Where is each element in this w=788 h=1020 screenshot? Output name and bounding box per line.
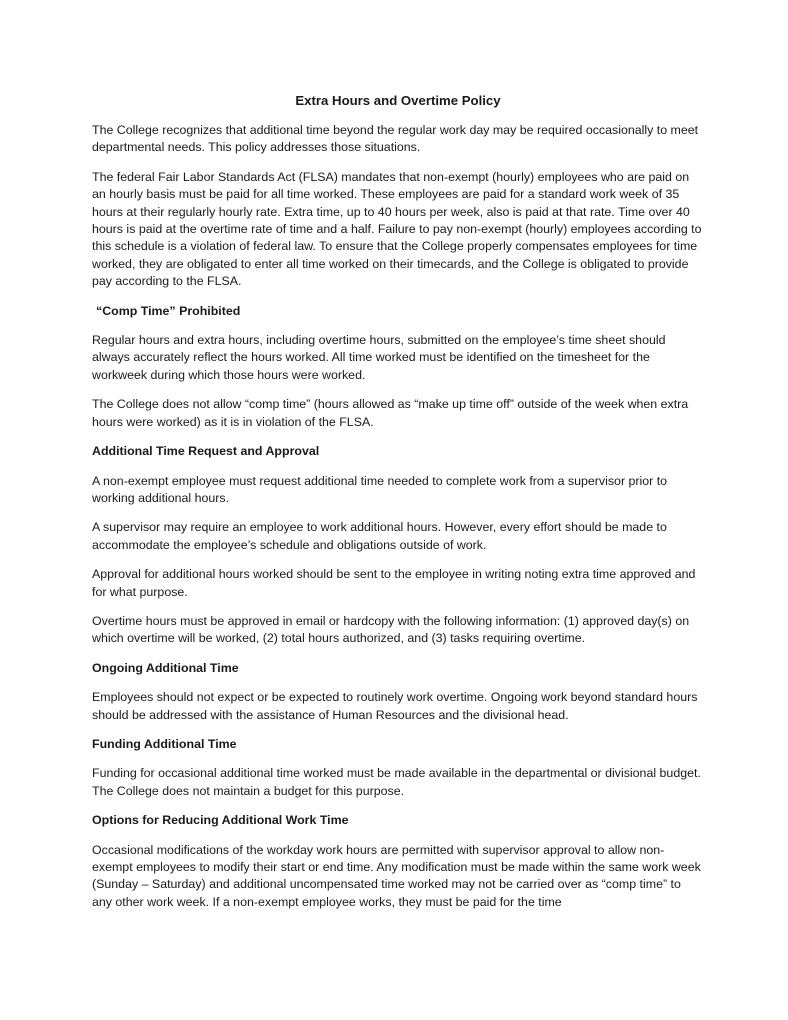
paragraph-flsa: The federal Fair Labor Standards Act (FLSA) mandates that non-exempt (hourly) employees who are paid on an hourly basis must be paid for all time worked. These employees are paid for a standard work week of 35 hours at their regularly hourly rate. Extra time, up to 40 hours per week, also is paid at that rate. Time over 40 hours is paid at the overtime rate of time and a half. Failure to pay non-exempt (hourly) employees according to this schedule is a violation of federal law. To ensure that the College properly compensates employees for time worked, they are obligated to enter all time worked on their timecards, and the College is obligated to provide pay according to the FLSA. <box>92 169 702 289</box>
heading-funding: Funding Additional Time <box>92 736 237 751</box>
paragraph-funding: Funding for occasional additional time worked must be made available in the departmental or divisional budget. The College does not maintain a budget for this purpose. <box>92 766 701 798</box>
paragraph-options: Occasional modifications of the workday work hours are permitted with supervisor approval to allow non-exempt employees to modify their start or end time. Any modification must be made within the same work week (Sunday – Saturday) and additional uncompensated time worked may not be carried over as “comp time” to any other work week. If a non-exempt employee works, they must be paid for the time <box>92 842 701 909</box>
paragraph-overtime-info: Overtime hours must be approved in email or hardcopy with the following information: (1) approved day(s) on which overtime will be worked, (2) total hours authorized, and (3) tasks requiring overtime. <box>92 613 690 646</box>
paragraph-intro: The College recognizes that additional time beyond the regular work day may be required occasionally to meet departmental needs. This policy addresses those situations. <box>92 123 699 155</box>
heading-request-approval: Additional Time Request and Approval <box>92 444 320 459</box>
paragraph-approval: Approval for additional hours worked should be sent to the employee in writing noting extra time approved and for what purpose. <box>92 567 696 599</box>
paragraph-supervisor: A supervisor may require an employee to work additional hours. However, every effort should be made to accommodate the employee’s schedule and obligations outside of work. <box>92 520 667 552</box>
document-body <box>92 92 704 923</box>
paragraph-request: A non-exempt employee must request additional time needed to complete work from a supervisor prior to working additional hours. <box>92 473 668 505</box>
heading-options: Options for Reducing Additional Work Time <box>92 813 349 828</box>
heading-ongoing: Ongoing Additional Time <box>92 660 239 675</box>
paragraph-comp-time: The College does not allow “comp time” (hours allowed as “make up time off” outside of the week when extra hours were worked) as it is in violation of the FLSA. <box>92 397 689 429</box>
heading-comp-time: “Comp Time” Prohibited <box>96 303 241 318</box>
document-title: Extra Hours and Overtime Policy <box>295 93 501 108</box>
paragraph-ongoing: Employees should not expect or be expected to routinely work overtime. Ongoing work beyond standard hours should be addressed with the assistance of Human Resources and the divisional head. <box>92 690 698 722</box>
paragraph-timesheet: Regular hours and extra hours, including overtime hours, submitted on the employee’s time sheet should always accurately reflect the hours worked. All time worked must be identified on the timesheet for the workweek during which those hours were worked. <box>92 333 666 382</box>
